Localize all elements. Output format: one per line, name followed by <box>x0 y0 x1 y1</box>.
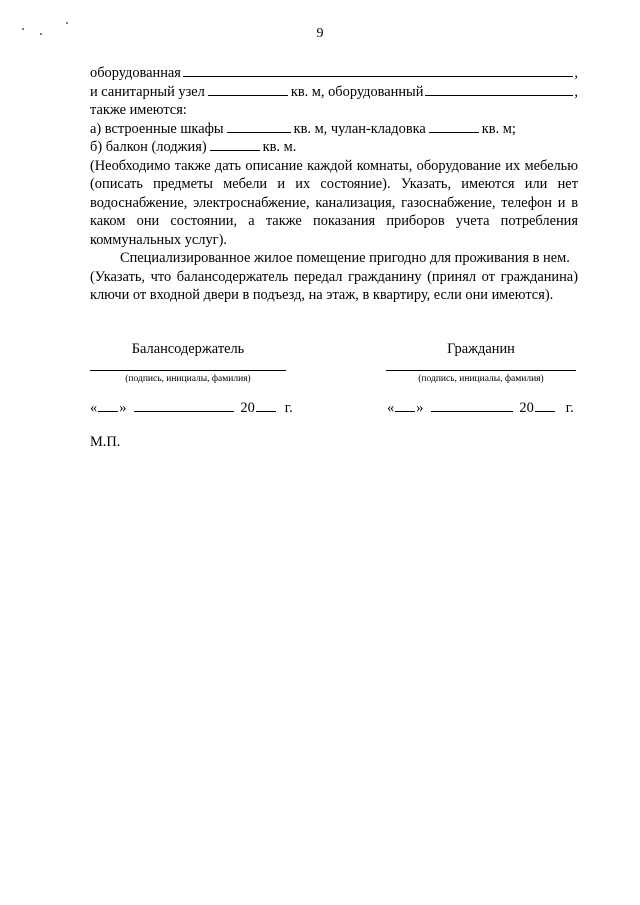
furnishing-note: (Необходимо также дать описание каждой комнаты, оборудование их мебелью (описать предметы мебели и их состояние). Указать, имеются или нет водоснабжение, электроснабжение, канализация, газоснабжение, телефон и в каком они состоянии, а также показания приборов учета потребления коммунальных услуг). <box>90 157 578 248</box>
sanitary-line <box>90 83 578 102</box>
balcony-unit-label: кв. м. <box>262 139 297 155</box>
pantry-unit-label: кв. м; <box>481 120 516 137</box>
landlord-signature-block <box>90 340 286 384</box>
year-blank[interactable] <box>256 411 276 412</box>
sanitary-area-blank[interactable] <box>208 95 288 96</box>
equipped-blank[interactable] <box>183 76 573 77</box>
document-body <box>90 64 578 305</box>
year-prefix: 20 <box>240 400 255 416</box>
year-suffix: г. <box>284 400 293 416</box>
month-blank[interactable] <box>431 411 513 412</box>
equipped-label: оборудованная <box>90 65 181 81</box>
balcony-label: б) балкон (лоджия) <box>90 139 207 155</box>
also-present-line <box>90 101 578 120</box>
balcony-line <box>90 138 578 157</box>
landlord-signature-line[interactable] <box>90 370 286 371</box>
equipped-comma: , <box>574 65 578 81</box>
date-open-quote: « <box>387 400 395 416</box>
built-in-area-blank[interactable] <box>227 132 291 133</box>
sanitary-label: и санитарный узел <box>90 83 205 100</box>
seal-placeholder: М.П. <box>90 434 121 450</box>
built-in-label: а) встроенные шкафы <box>90 120 224 137</box>
citizen-signature-caption: (подпись, инициалы, фамилия) <box>418 374 544 384</box>
day-blank[interactable] <box>98 411 118 412</box>
also-present-label: также имеются: <box>90 102 187 118</box>
landlord-date-row <box>90 400 293 417</box>
sanitary-comma: , <box>574 83 578 100</box>
year-prefix: 20 <box>519 400 534 416</box>
sanitary-unit-label: кв. м, оборудованный <box>290 83 424 100</box>
year-suffix: г. <box>565 400 574 416</box>
citizen-date-row <box>387 400 574 417</box>
date-open-quote: « <box>90 400 98 416</box>
citizen-signature-block <box>386 340 576 384</box>
year-blank[interactable] <box>535 411 555 412</box>
scan-speck <box>66 22 68 24</box>
citizen-signature-line[interactable] <box>386 370 576 371</box>
month-blank[interactable] <box>134 411 234 412</box>
date-close-quote: » <box>119 400 127 416</box>
suitability-statement: Специализированное жилое помещение пригодно для проживания в нем. <box>120 250 570 266</box>
built-in-unit-label: кв. м, чулан-кладовка <box>293 120 426 137</box>
sanitary-equipment-blank[interactable] <box>425 95 573 96</box>
built-in-line <box>90 120 578 139</box>
day-blank[interactable] <box>395 411 415 412</box>
page-number: 9 <box>316 26 324 41</box>
date-close-quote: » <box>416 400 424 416</box>
citizen-title: Гражданин <box>447 341 515 357</box>
pantry-area-blank[interactable] <box>429 132 479 133</box>
landlord-signature-caption: (подпись, инициалы, фамилия) <box>125 374 251 384</box>
balcony-area-blank[interactable] <box>210 150 260 151</box>
keys-note: (Указать, что балансодержатель передал гражданину (принял от гражданина) ключи от входной двери в подъезд, на этаж, в квартиру, если они имеются). <box>90 268 578 303</box>
landlord-title: Балансодержатель <box>131 341 245 357</box>
equipped-line <box>90 64 578 83</box>
